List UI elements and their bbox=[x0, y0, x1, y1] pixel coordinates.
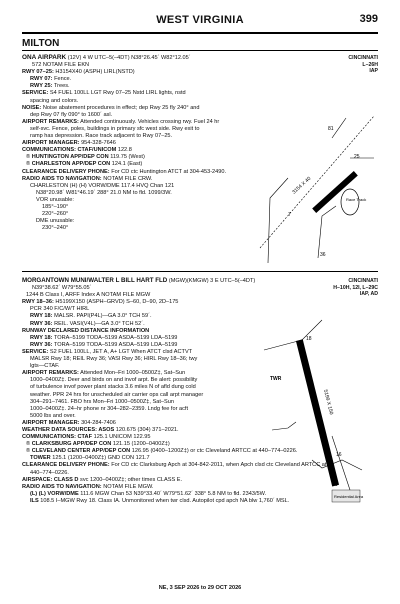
footer-effective-date: NE, 3 SEP 2026 to 29 OCT 2026 bbox=[158, 585, 242, 591]
ona-elev: 572 NOTAM FILE EKN bbox=[32, 62, 90, 69]
mgw-remarks-line: Attended Mon–Fri 1000–0500Z‡, Sat–Sun bbox=[80, 370, 186, 377]
ona-vor-unusable: 185°–190° bbox=[42, 203, 69, 210]
ona-rwy-num-b: 25 bbox=[354, 154, 360, 160]
ona-airport-diagram bbox=[258, 98, 378, 266]
mgw-rwy18-label: RWY 18: bbox=[30, 313, 53, 320]
mgw-remarks-line: 1000–0400Z‡. 24–hr phone nr 304–282–2359. Lndg fee for acft bbox=[30, 405, 188, 412]
mgw-service-cont: lgts—CTAF. bbox=[30, 363, 60, 370]
mgw-entry bbox=[22, 277, 327, 505]
mgw-tower: 125.1 (1200–0400Z‡) GND CON 121.7 bbox=[52, 455, 150, 462]
mgw-cd-label: CLEARANCE DELIVERY PHONE: bbox=[22, 462, 110, 469]
mgw-rwy-num-b: 36 bbox=[332, 482, 338, 488]
mgw-rwy-label: RWY 18–36: bbox=[22, 299, 54, 306]
mgw-app2-label: CLEVELAND CENTER APP/DEP CON bbox=[31, 448, 131, 455]
ona-runway-label: 3154 X 40 bbox=[291, 175, 313, 196]
ona-remarks-line: ramp has depression. Race track adjacent to Rwy 07–25. bbox=[30, 133, 173, 140]
mgw-ils: 108.5 I–MGW Rwy 18. Class IA. Unmonitored when twr clsd. Autopilot cpd apch NA blw 1,760´ MSL. bbox=[40, 497, 290, 504]
mgw-dist-rwy: RWY 18: bbox=[30, 334, 53, 341]
ona-dme-unusable: 230°–240° bbox=[42, 225, 69, 232]
ona-vor-unusable: VOR unusable: bbox=[36, 196, 74, 203]
diagram-road bbox=[260, 116, 374, 248]
ona-cd: For CD ctc Huntington ATCT at 304-453-2490. bbox=[111, 168, 227, 175]
mgw-remarks-line: 304–291–7461. FBO hrs Mon–Fri 1000–0500Z‡, Sat–Sun bbox=[30, 398, 174, 405]
ona-vor-unusable: 220°–260° bbox=[42, 211, 69, 218]
race-track bbox=[341, 189, 359, 215]
ona-service-cont: spacing and colors. bbox=[30, 97, 79, 104]
race-track-label: Race Track bbox=[346, 197, 367, 202]
mgw-airspace-label: AIRSPACE: CLASS D bbox=[22, 476, 79, 483]
page-number: 399 bbox=[359, 13, 378, 25]
mgw-radio-label: RADIO AIDS TO NAVIGATION: bbox=[22, 483, 102, 490]
mgw-dist-values: TORA–5199 TODA–5199 ASDA–5199 LDA–5199 bbox=[53, 334, 178, 341]
mgw-title: MORGANTOWN MUNI/WALTER L BILL HART FLD bbox=[22, 277, 168, 284]
ona-tags bbox=[348, 55, 378, 75]
mgw-app2: 126.95 (0400–1200Z‡) or ctc Cleveland ARTCC at 440–774–0226. bbox=[131, 448, 298, 455]
ona-manager: 954-328-7646 bbox=[81, 140, 116, 147]
ona-rwy-num-a: 7 bbox=[288, 212, 291, 218]
city-name: MILTON bbox=[22, 38, 60, 49]
mgw-rwy-cont: PCR 340 F/C/W/T HIRL bbox=[30, 306, 90, 313]
ona-remarks-line: self-svc. Fence, poles, buildings in primary sfc west side. Rwy exit to bbox=[30, 125, 200, 132]
residential-area bbox=[332, 490, 364, 502]
mgw-vor-label: (L) (L) VORW/DME bbox=[30, 490, 79, 497]
ona-service: S4 FUEL 100LL LGT Rwy 07–25 Nstd LIRL lights, nstd bbox=[49, 90, 186, 97]
ona-tag-iap: IAP bbox=[369, 68, 378, 75]
ona-vor-line: CHARLESTON (H) (H) VORW/DME 117.4 HVQ Chan 121 bbox=[30, 182, 175, 189]
mgw-remarks-line: of turbulence invof power plant stacks 3.6 miles N of afld dung cold bbox=[30, 384, 196, 391]
ona-remarks-line: Attended continuously. Vehicles crossing rwy. Fuel 24 hr bbox=[80, 118, 220, 125]
mgw-tag-chart: H–10H, 12I, L–29C bbox=[333, 284, 378, 291]
ona-id-line: (12V) 4 W UTC–5(–4DT) N38°26.45´ W82°12.05´ bbox=[67, 55, 191, 61]
mgw-tower-label: TOWER bbox=[30, 455, 51, 462]
mgw-weather-label: WEATHER DATA SOURCES: ASOS bbox=[22, 426, 115, 433]
mgw-cd: For CD ctc Clarksburg Apch at 304-842-2011, when Apch clsd ctc Cleveland ARTCC at bbox=[111, 462, 327, 469]
mgw-manager: 304-284-7406 bbox=[81, 419, 116, 426]
mgw-elev: 1244 B Class I, ARFF Index A NOTAM FILE MGW bbox=[26, 292, 151, 299]
city-rule bbox=[22, 50, 378, 51]
ona-rwy07-label: RWY 07: bbox=[30, 76, 53, 83]
mgw-radio: NOTAM FILE MGW. bbox=[103, 483, 154, 490]
mgw-app1: 121.15 (1200–0400Z‡) bbox=[112, 441, 170, 448]
residential-label: Residential Area bbox=[334, 494, 364, 499]
ona-rwy07: Fence. bbox=[54, 76, 72, 83]
ona-entry bbox=[22, 54, 272, 232]
mgw-tags bbox=[333, 278, 378, 298]
ona-radio: NOTAM FILE CRW. bbox=[103, 175, 153, 182]
mgw-tag-iap: IAP, AD bbox=[359, 291, 378, 298]
mgw-remarks-line: 1000–0400Z‡. Deer and birds on and invof arpt. Be alert: possibility bbox=[30, 377, 198, 384]
ona-dme-unusable: DME unusable: bbox=[36, 218, 75, 225]
mgw-airspace: svc 1200–0400Z‡; other times CLASS E. bbox=[80, 476, 183, 483]
mgw-dist-rwy: RWY 36: bbox=[30, 341, 53, 348]
star-icon: ® bbox=[26, 161, 31, 168]
mgw-dist-values: TORA–5199 TODA–5199 ASDA–5199 LDA–5199 bbox=[53, 341, 178, 348]
ona-comm-label: COMMUNICATIONS: CTAF/UNICOM bbox=[22, 147, 117, 154]
ona-noise-label: NOISE: bbox=[22, 104, 42, 111]
mgw-rwy-num-a: 18 bbox=[306, 336, 312, 342]
mgw-weather: 120.675 (304) 371–2021. bbox=[115, 426, 179, 433]
ona-cd-label: CLEARANCE DELIVERY PHONE: bbox=[22, 168, 110, 175]
ona-radio-label: RADIO AIDS TO NAVIGATION: bbox=[22, 175, 102, 182]
mgw-rwy: H5199X150 (ASPH–GRVD) S–60, D–90, 2D–175 bbox=[55, 299, 179, 306]
mgw-app1-label: CLARKSBURG APP/DEP CON bbox=[31, 441, 112, 448]
ona-comm: 122.8 bbox=[117, 147, 132, 154]
star-icon: ® bbox=[26, 441, 31, 448]
ona-rwy: H3154X40 (ASPH) LIRL(NSTD) bbox=[55, 69, 135, 76]
mgw-runway-label: 5199 X 150 bbox=[322, 389, 335, 416]
mgw-rwy36-label: RWY 36: bbox=[30, 320, 53, 327]
mgw-tower-label: TWR bbox=[270, 376, 282, 382]
mgw-route-num: 16 bbox=[336, 452, 342, 458]
mgw-rwy36: REIL. VASI(V4L)—GA 3.0° TCH 52´. bbox=[54, 320, 145, 327]
mgw-cd-cont: 440–774–0226. bbox=[30, 469, 69, 476]
ona-noise-cont: dep Rwy 07 fly 090° to 1600´ asl. bbox=[30, 111, 113, 118]
mgw-rwy18: MALSR. PAPI(P4L)—GA 3.0° TCH 59´. bbox=[54, 313, 152, 320]
mgw-remarks-line: weather. PPR 24 hrs for unscheduled air carrier ops call arpt manager bbox=[30, 391, 204, 398]
ona-noise: Noise abatement procedures in effect; dep Rwy 25 fly 240° and bbox=[42, 104, 200, 111]
ona-service-label: SERVICE: bbox=[22, 90, 49, 97]
mgw-comm-label: COMMUNICATIONS: CTAF bbox=[22, 434, 93, 441]
ona-vor-line: N38°20.98´ W81°46.19´ 288° 21.0 NM to fld. 1099/3W. bbox=[36, 189, 172, 196]
ona-title: ONA AIRPARK bbox=[22, 54, 67, 61]
mgw-comm: 125.1 UNICOM 122.95 bbox=[93, 434, 151, 441]
ona-tag-chart: L–26H bbox=[362, 61, 378, 68]
mgw-ils-label: ILS bbox=[30, 497, 39, 504]
ona-rwy-label: RWY 07–25: bbox=[22, 69, 54, 76]
star-icon: ® bbox=[26, 154, 31, 161]
mgw-service-label: SERVICE: bbox=[22, 348, 49, 355]
mgw-service-cont: MALSR Rwy 18; REIL Rwy 36; VASI Rwy 36; HIRL Rwy 18–36; twy bbox=[30, 356, 198, 363]
mgw-manager-label: AIRPORT MANAGER: bbox=[22, 419, 80, 426]
ona-app1-label: HUNTINGTON APP/DEP CON bbox=[31, 154, 109, 161]
mgw-dist-label: RUNWAY DECLARED DISTANCE INFORMATION bbox=[22, 327, 150, 334]
mgw-service: S2 FUEL 100LL, JET A, A+ LGT When ATCT clsd ACTVT bbox=[49, 348, 193, 355]
ona-remarks-label: AIRPORT REMARKS: bbox=[22, 118, 79, 125]
state-title: WEST VIRGINIA bbox=[156, 14, 244, 26]
mgw-remarks-line: 5000 lbs and over. bbox=[30, 412, 76, 419]
mgw-airport-diagram bbox=[262, 310, 378, 510]
ona-tag-region: CINCINNATI bbox=[348, 55, 378, 61]
ona-route-num: 36 bbox=[320, 252, 326, 258]
mgw-remarks-label: AIRPORT REMARKS: bbox=[22, 370, 79, 377]
mgw-id-line: (MGW)(KMGW) 3 E UTC–5(–4DT) bbox=[168, 278, 256, 284]
ona-app1: 119.75 (West) bbox=[110, 154, 145, 161]
ona-app2: 124.1 (East) bbox=[111, 161, 143, 168]
ona-rwy25: Trees. bbox=[53, 83, 70, 90]
star-icon: ® bbox=[26, 448, 31, 455]
ona-manager-label: AIRPORT MANAGER: bbox=[22, 140, 80, 147]
section-divider bbox=[22, 271, 378, 272]
header-rule bbox=[22, 32, 378, 34]
ona-route-num: 81 bbox=[328, 126, 334, 132]
mgw-tag-region: CINCINNATI bbox=[348, 278, 378, 284]
ona-rwy25-label: RWY 25: bbox=[30, 83, 53, 90]
mgw-coords: N39°38.62´ W79°55.05´ bbox=[32, 285, 92, 292]
ona-app2-label: CHARLESTON APP/DEP CON bbox=[31, 161, 111, 168]
mgw-vor: 111.6 MGW Chan 53 N39°33.40´ W79°51.62´ 338° 5.8 NM to fld. 2343/5W. bbox=[80, 490, 267, 497]
